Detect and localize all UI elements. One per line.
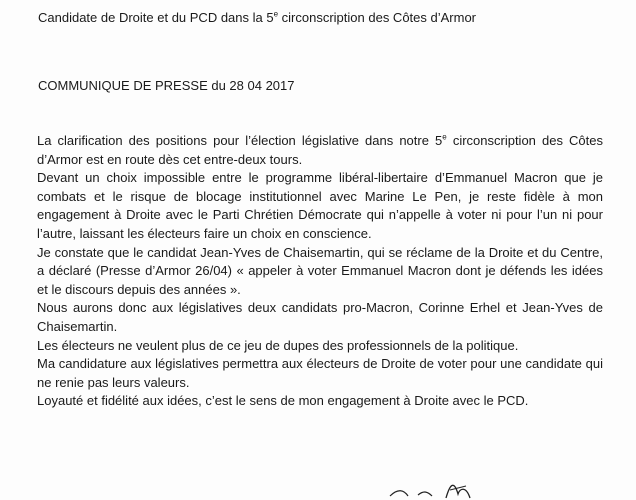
press-title: COMMUNIQUE DE PRESSE xyxy=(38,78,208,93)
press-release-title xyxy=(38,78,295,93)
press-release-body xyxy=(37,132,603,411)
paragraph-choice: Devant un choix impossible entre le programme libéral-libertaire d’Emmanuel Macron que je combats et le risque de blocage institutionnel avec Marine Le Pen, je reste fidèle à mon engagement à Droite avec le Parti Chrétien Démocrate qui n’appelle à voter ni pour l’un ni pour l’autre, laissant les électeurs faire un choix en conscience. xyxy=(37,170,603,241)
header-prefix: Candidate de Droite et du PCD dans la 5 xyxy=(38,10,274,25)
press-date: du 28 04 2017 xyxy=(207,78,295,93)
paragraph-1-superscript: e xyxy=(442,132,447,142)
header-suffix: circonscription des Côtes d’Armor xyxy=(278,10,477,25)
paragraph-1-rest: circonscription des Côtes d’Armor est en route dès cet entre-deux tours. xyxy=(37,133,604,167)
paragraph-dupes: Les électeurs ne veulent plus de ce jeu de dupes des professionnels de la politique. xyxy=(37,337,519,353)
paragraph-loyalty: Loyauté et fidélité aux idées, c’est le sens de mon engagement à Droite avec le PCD. xyxy=(37,393,529,409)
paragraph-candidature: Ma candidature aux législatives permettra aux électeurs de Droite de voter pour une candidate qui ne renie pas leurs valeurs. xyxy=(37,356,603,390)
signature-stroke-2 xyxy=(446,485,470,498)
header-superscript: e xyxy=(273,9,279,19)
handwritten-signature xyxy=(388,470,528,500)
signature-stroke-1 xyxy=(390,491,432,496)
paragraph-clarification xyxy=(37,132,603,169)
paragraph-pro-macron: Nous aurons donc aux législatives deux candidats pro-Macron, Corinne Erhel et Jean-Yves de Chaisemartin. xyxy=(37,300,603,334)
paragraph-chaisemartin: Je constate que le candidat Jean-Yves de Chaisemartin, qui se réclame de la Droite et du Centre, a déclaré (Presse d’Armor 26/04) « appeler à voter Emmanuel Macron dont je défends les idées et le discours depuis des années ». xyxy=(37,244,603,297)
paragraph-1-text: La clarification des positions pour l’élection législative dans notre 5 xyxy=(37,133,443,148)
candidate-header xyxy=(38,10,476,25)
